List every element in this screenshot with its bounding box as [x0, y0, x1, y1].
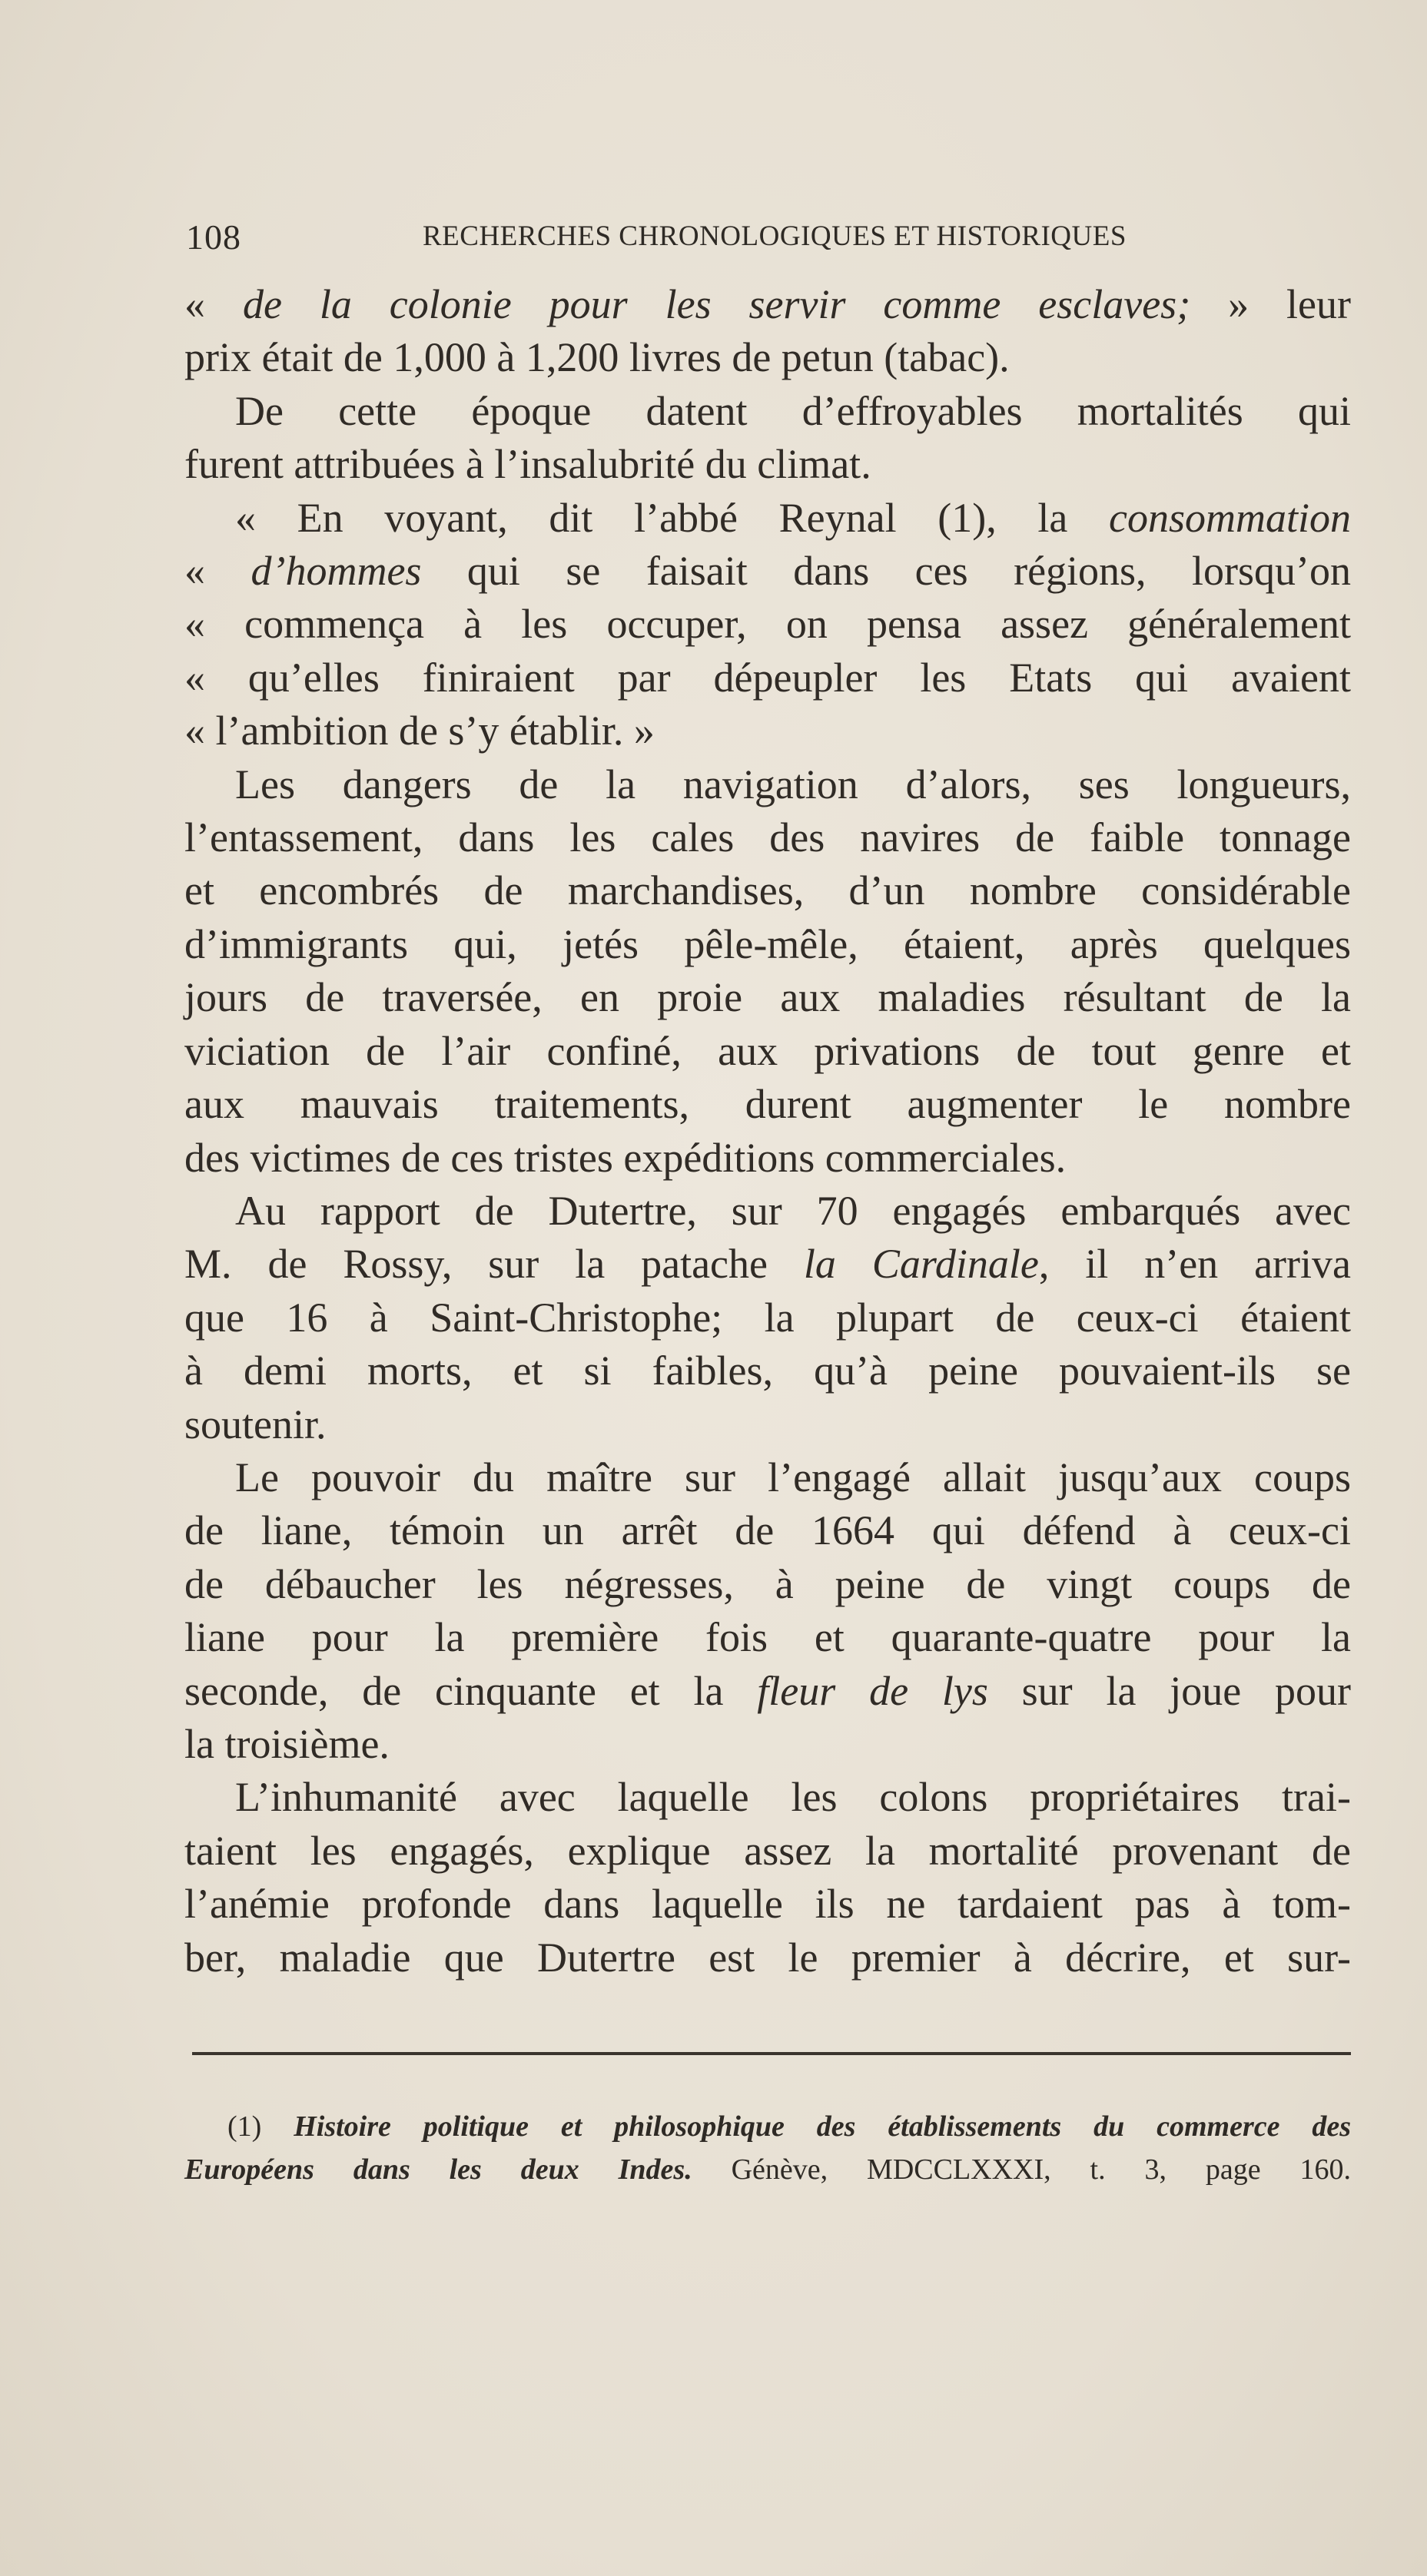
text-line — [184, 545, 1351, 598]
text-segment: et encombrés de marchandises, d’un nombre considérable — [184, 867, 1351, 914]
text-line — [184, 758, 1351, 811]
text-line — [184, 971, 1351, 1024]
text-line — [184, 1344, 1351, 1397]
text-line — [184, 598, 1351, 651]
text-line — [184, 1771, 1351, 1824]
text-segment: à demi morts, et si faibles, qu’à peine pouvaient-ils se — [184, 1348, 1351, 1394]
text-segment: , il n’en arriva — [1038, 1241, 1351, 1288]
text-segment: de débaucher les négresses, à peine de vingt coups de — [184, 1560, 1351, 1607]
text-segment: « — [184, 281, 243, 327]
footnote — [184, 2105, 1351, 2191]
italic-text: consommation — [1109, 494, 1351, 541]
text-segment: aux mauvais traitements, durent augmenter le nombre — [184, 1081, 1351, 1128]
running-head: RECHERCHES CHRONOLOGIQUES ET HISTORIQUES — [423, 220, 1127, 252]
text-segment: « En voyant, dit l’abbé Reynal (1), la — [235, 494, 1110, 541]
text-segment: ber, maladie que Dutertre est le premier à décrire, et sur- — [184, 1934, 1351, 1981]
text-segment: la troisième. — [184, 1720, 390, 1767]
text-line — [184, 1718, 1351, 1771]
text-line — [184, 918, 1351, 971]
text-line — [184, 1611, 1351, 1664]
text-segment: l’anémie profonde dans laquelle ils ne tardaient pas à tom- — [184, 1881, 1351, 1928]
text-line — [184, 1078, 1351, 1131]
text-segment: furent attribuées à l’insalubrité du climat. — [184, 441, 871, 488]
text-line — [184, 864, 1351, 917]
text-segment: Les dangers de la navigation d’alors, ses longueurs, — [235, 761, 1351, 807]
text-segment: l’entassement, dans les cales des navires de faible tonnage — [184, 814, 1351, 861]
text-line — [184, 1931, 1351, 1984]
text-segment: Le pouvoir du maître sur l’engagé allait jusqu’aux coups — [235, 1454, 1351, 1500]
italic-text: de la colonie pour les servir comme esclaves; — [242, 281, 1191, 327]
text-line — [184, 1291, 1351, 1344]
text-segment: soutenir. — [184, 1401, 327, 1447]
text-line — [184, 1398, 1351, 1451]
text-segment: « qu’elles finiraient par dépeupler les Etats qui avaient — [184, 654, 1351, 701]
text-segment: Génève, MDCCLXXXI, t. 3, page 160. — [692, 2153, 1351, 2186]
italic-text: Européens dans les deux Indes. — [184, 2153, 692, 2186]
text-segment: » leur — [1190, 281, 1352, 327]
text-line — [184, 1878, 1351, 1931]
text-segment: sur la joue pour — [987, 1667, 1351, 1714]
text-line — [184, 1185, 1351, 1238]
text-line — [184, 1132, 1351, 1185]
text-segment: jours de traversée, en proie aux maladies résultant de la — [184, 974, 1351, 1021]
text-segment: Au rapport de Dutertre, sur 70 engagés embarqués avec — [235, 1187, 1351, 1234]
footnote-line — [184, 2105, 1351, 2148]
body-text — [184, 278, 1351, 1984]
text-segment: « — [184, 548, 251, 595]
text-segment: de liane, témoin un arrêt de 1664 qui défend à ceux-ci — [184, 1507, 1351, 1554]
italic-text: la Cardinale — [803, 1241, 1039, 1288]
text-line — [184, 1825, 1351, 1878]
page-header — [186, 217, 1185, 263]
text-line — [184, 811, 1351, 864]
text-line — [184, 1504, 1351, 1557]
text-segment: qui se faisait dans ces régions, lorsqu’on — [421, 548, 1352, 595]
text-segment: viciation de l’air confiné, aux privations de tout genre et — [184, 1027, 1351, 1074]
text-segment: d’immigrants qui, jetés pêle-mêle, étaient, après quelques — [184, 920, 1351, 967]
text-segment: L’inhumanité avec laquelle les colons propriétaires trai- — [235, 1774, 1351, 1821]
italic-text: fleur de lys — [757, 1667, 988, 1714]
text-segment: (1) — [227, 2110, 294, 2143]
page-number: 108 — [186, 217, 241, 257]
italic-text: d’hommes — [251, 548, 422, 595]
text-segment: liane pour la première fois et quarante-quatre pour la — [184, 1614, 1351, 1661]
text-segment: M. de Rossy, sur la patache — [184, 1241, 804, 1288]
text-segment: que 16 à Saint-Christophe; la plupart de ceux-ci étaient — [184, 1294, 1351, 1341]
text-segment: prix était de 1,000 à 1,200 livres de petun (tabac). — [184, 334, 1010, 381]
text-line — [184, 492, 1351, 545]
text-line — [184, 438, 1351, 491]
text-segment: seconde, de cinquante et la — [184, 1667, 758, 1714]
text-line — [184, 1558, 1351, 1611]
text-line — [184, 1025, 1351, 1078]
text-line — [184, 705, 1351, 758]
text-line — [184, 278, 1351, 331]
text-line — [184, 385, 1351, 438]
text-line — [184, 651, 1351, 705]
text-segment: taient les engagés, explique assez la mortalité provenant de — [184, 1827, 1351, 1874]
footnote-line — [184, 2148, 1351, 2191]
footnote-rule — [192, 2052, 1351, 2055]
text-segment: « commença à les occuper, on pensa assez généralement — [184, 601, 1351, 648]
text-segment: des victimes de ces tristes expéditions commerciales. — [184, 1134, 1067, 1181]
text-segment: De cette époque datent d’effroyables mortalités qui — [235, 387, 1351, 434]
text-segment: « l’ambition de s’y établir. » — [184, 708, 655, 754]
text-line — [184, 1238, 1351, 1291]
italic-text: Histoire politique et philosophique des établissements du commerce des — [294, 2110, 1351, 2143]
text-line — [184, 331, 1351, 384]
text-line — [184, 1451, 1351, 1504]
text-line — [184, 1665, 1351, 1718]
